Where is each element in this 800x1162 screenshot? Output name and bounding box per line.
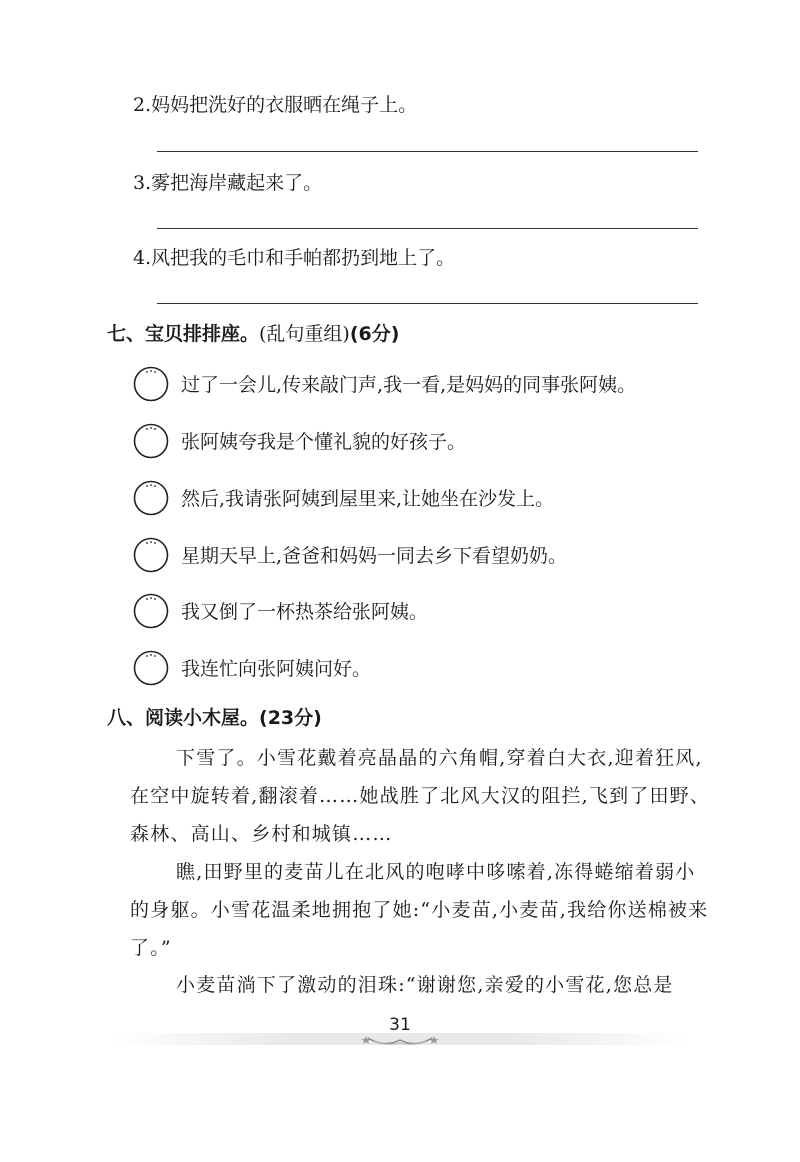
reorder-item-text: 我又倒了一杯热茶给张阿姨。 bbox=[181, 601, 429, 623]
page-number: 31 bbox=[389, 1015, 411, 1035]
section-7-title: 七、宝贝排排座。 bbox=[107, 323, 260, 345]
answer-circle-icon[interactable] bbox=[131, 420, 173, 460]
section-7-heading bbox=[107, 319, 399, 346]
section-8-heading bbox=[107, 703, 322, 730]
answer-circle-icon[interactable] bbox=[131, 590, 173, 630]
answer-circle-icon[interactable] bbox=[131, 363, 173, 403]
answer-circle-icon[interactable] bbox=[131, 534, 173, 574]
reorder-item-text: 过了一会儿,传来敲门声,我一看,是妈妈的同事张阿姨。 bbox=[181, 374, 637, 396]
reorder-item-text: 张阿姨夸我是个懂礼貌的好孩子。 bbox=[181, 431, 467, 453]
reorder-item-text: 星期天早上,爸爸和妈妈一同去乡下看望奶奶。 bbox=[181, 545, 568, 567]
answer-line-4[interactable] bbox=[157, 303, 698, 304]
answer-circle-icon[interactable] bbox=[131, 647, 173, 687]
reorder-item-text: 然后,我请张阿姨到屋里来,让她坐在沙发上。 bbox=[181, 488, 555, 510]
passage-paragraph-1: 下雪了。小雪花戴着亮晶晶的六角帽,穿着白大衣,迎着狂风,在空中旋转着,翻滚着……她战胜了北风大汉的阻拦,飞到了田野、森林、高山、乡村和城镇…… bbox=[130, 747, 711, 845]
answer-circle-icon[interactable] bbox=[131, 477, 173, 517]
footer-ornament-icon bbox=[360, 1034, 440, 1050]
passage-paragraph-3: 小麦苗淌下了激动的泪珠:“谢谢您,亲爱的小雪花,您总是 bbox=[176, 974, 674, 996]
section-8-title: 八、阅读小木屋。 bbox=[107, 707, 260, 729]
rewrite-item-3: 3.雾把海岸藏起来了。 bbox=[133, 172, 323, 194]
section-7-score: (6分) bbox=[349, 323, 400, 345]
reorder-item-text: 我连忙向张阿姨问好。 bbox=[181, 658, 372, 680]
section-7-note: (乱句重组) bbox=[259, 323, 350, 345]
section-8-score: (23分) bbox=[259, 707, 322, 729]
answer-line-2[interactable] bbox=[157, 151, 698, 152]
answer-line-3[interactable] bbox=[157, 228, 698, 229]
passage-paragraph-2: 瞧,田野里的麦苗儿在北风的咆哮中哆嗦着,冻得蜷缩着弱小的身躯。小雪花温柔地拥抱了她:“小麦苗,小麦苗,我给你送棉被来了。” bbox=[130, 861, 709, 959]
rewrite-item-4: 4.风把我的毛巾和手帕都扔到地上了。 bbox=[133, 247, 456, 269]
rewrite-item-2: 2.妈妈把洗好的衣服晒在绳子上。 bbox=[133, 94, 418, 116]
